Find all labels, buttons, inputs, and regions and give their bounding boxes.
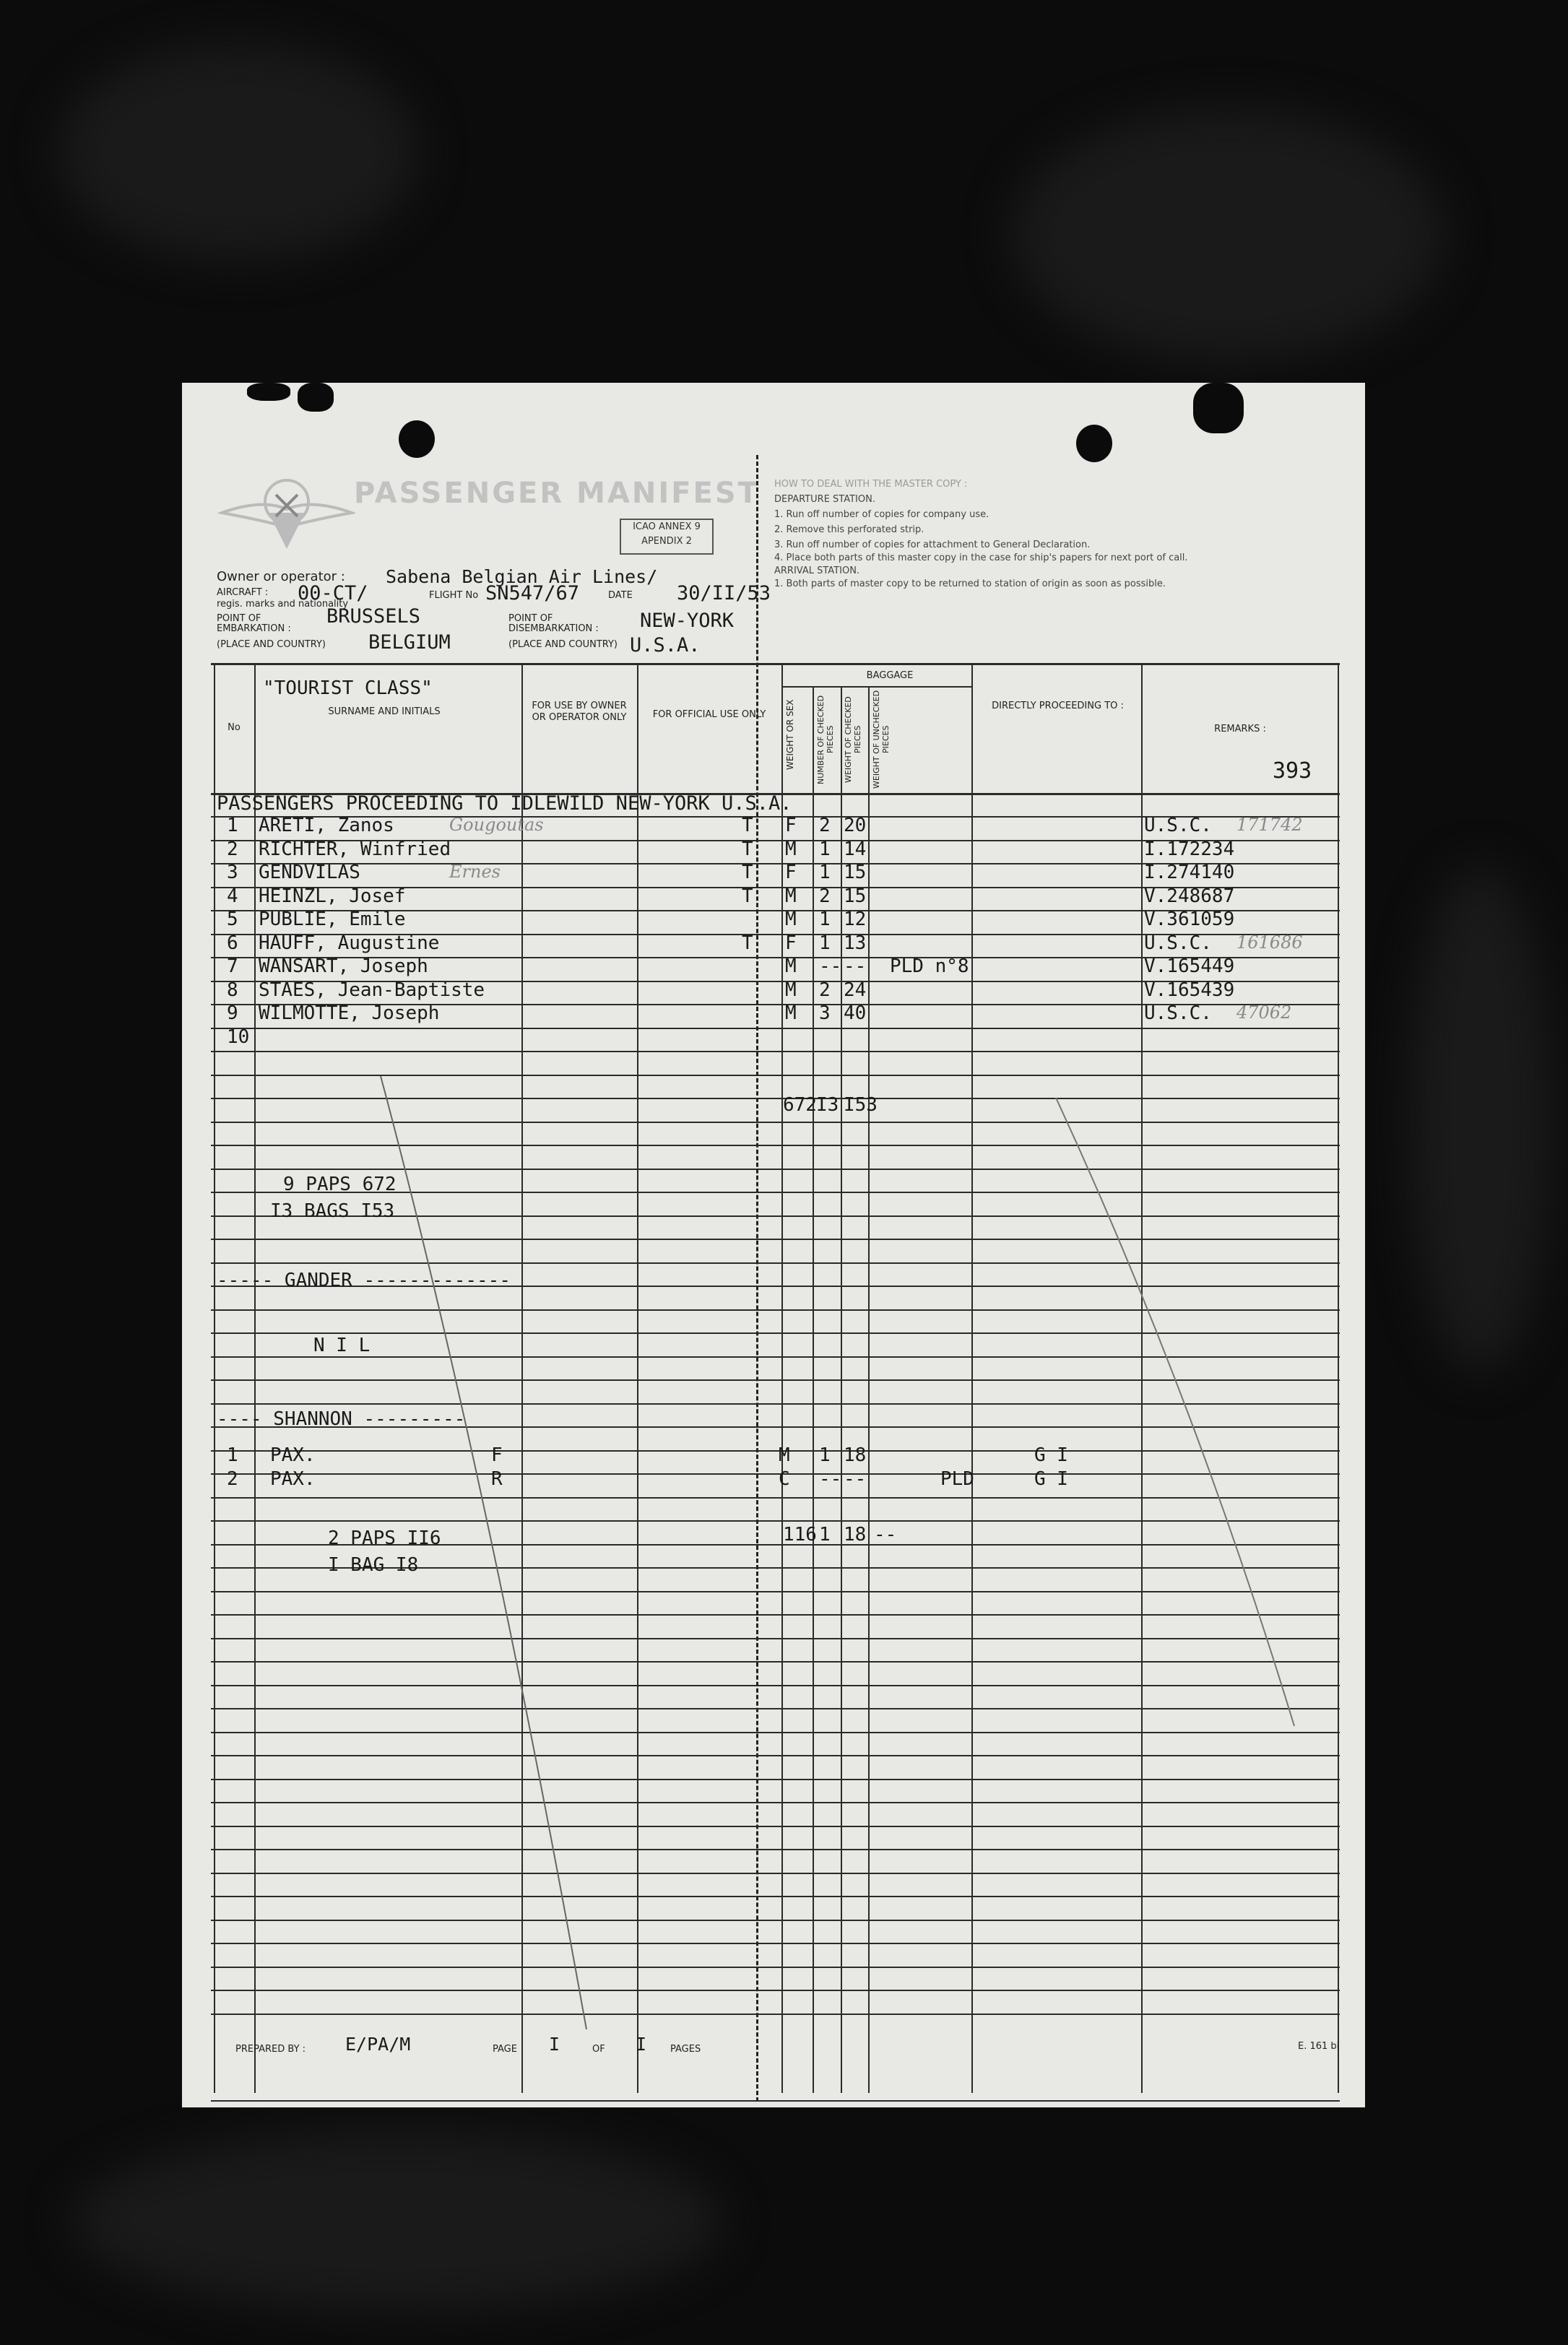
ruled-line [211, 1520, 1340, 1522]
ruled-line [211, 1708, 1340, 1709]
gander-heading: ----- GANDER ------------- [217, 1270, 511, 1291]
punch-hole [1076, 425, 1112, 462]
ruled-line [211, 1638, 1340, 1639]
regis-label: regis. marks and nationality [217, 599, 349, 610]
col-weight-unchecked: WEIGHT OF UNCHECKED PIECES [872, 690, 891, 789]
form-title: PASSENGER MANIFEST [354, 477, 760, 510]
remark: V.248687 [1144, 885, 1235, 907]
ruled-line [211, 1379, 1340, 1381]
passenger-name: RICHTER, Winfried [259, 838, 451, 860]
checked-pieces: -- [819, 955, 842, 977]
shannon-summary: 2 PAPS II6 [328, 1527, 441, 1549]
shannon-directly: PLD [940, 1468, 974, 1490]
shannon-extra: G I [1034, 1444, 1068, 1466]
passenger-class: T [742, 862, 753, 883]
shannon-code: F [491, 1444, 503, 1466]
ruled-line [211, 1145, 1340, 1146]
table-border-right [1338, 663, 1339, 2093]
passenger-class: T [742, 932, 753, 954]
flight-label: FLIGHT No [429, 590, 479, 601]
checked-pieces: 2 [819, 979, 831, 1001]
baggage-rule [781, 686, 971, 688]
col-owner-use: FOR USE BY OWNER OR OPERATOR ONLY [532, 701, 627, 723]
owner-value: Sabena Belgian Air Lines/ [386, 566, 658, 587]
ruled-line [211, 1473, 1340, 1475]
col-remarks: REMARKS : [1214, 724, 1266, 734]
date-value: 30/II/53 [677, 582, 771, 604]
section-heading: PASSENGERS PROCEEDING TO IDLEWILD NEW-YORK U.S.A. [217, 792, 792, 815]
punch-hole [399, 420, 435, 458]
annex-line: ICAO ANNEX 9 [633, 521, 701, 532]
passenger-name: WILMOTTE, Joseph [259, 1002, 440, 1024]
prepared-by-value: E/PA/M [345, 2034, 411, 2055]
column-divider [813, 686, 814, 2093]
passenger-number: 10 [227, 1026, 250, 1048]
column-divider [521, 663, 523, 2093]
passenger-name-handwritten: Gougoutas [449, 815, 544, 835]
gander-nil: N I L [313, 1335, 371, 1356]
checked-pieces: 1 [819, 909, 831, 930]
ruled-line [211, 1309, 1340, 1311]
ruled-line [211, 1169, 1340, 1170]
pages-label: PAGES [670, 2044, 701, 2055]
footer-rule [211, 2100, 1340, 2102]
remark-handwritten: 171742 [1236, 815, 1303, 835]
perforation-line [756, 455, 758, 2102]
col-baggage: BAGGAGE [866, 670, 914, 681]
master-copy-instructions [774, 477, 1338, 589]
class-label: "TOURIST CLASS" [263, 677, 433, 699]
passenger-sex: F [785, 862, 797, 883]
shannon-sex: M [779, 1444, 790, 1466]
ruled-line [211, 1920, 1340, 1921]
film-mark [72, 2131, 722, 2311]
film-mark [58, 43, 419, 260]
tear-mark [1193, 383, 1244, 433]
remark: I.274140 [1144, 862, 1235, 883]
owner-label: Owner or operator : [217, 569, 345, 584]
checked-weight: 12 [844, 909, 867, 930]
summary-line: 9 PAPS 672 [283, 1174, 397, 1195]
page-label: PAGE [493, 2044, 517, 2055]
ruled-line [211, 1356, 1340, 1358]
passenger-number: 7 [227, 955, 238, 977]
column-divider [841, 686, 842, 2093]
instruction-item: 3. Run off number of copies for attachment to General Declaration. [774, 539, 1091, 550]
ruled-line [211, 1967, 1340, 1968]
remark: V.165449 [1144, 955, 1235, 977]
embarkation-country: BELGIUM [368, 631, 451, 654]
annex-box [620, 519, 714, 555]
form-code: E. 161 bi [1298, 2041, 1340, 2052]
ruled-line [211, 1849, 1340, 1850]
shannon-number: 1 [227, 1444, 238, 1466]
shannon-weight: 18 [844, 1444, 867, 1466]
embarkation-place: BRUSSELS [326, 605, 421, 628]
shannon-total-pieces: 1 [819, 1524, 831, 1546]
remark: U.S.C. [1144, 1002, 1212, 1024]
summary-line: I3 BAGS I53 [270, 1200, 395, 1222]
passenger-sex: M [785, 1002, 797, 1024]
ruled-line [211, 1098, 1340, 1099]
of-label: OF [592, 2044, 605, 2055]
passenger-name: GENDVILAS [259, 862, 360, 883]
instructions-title: HOW TO DEAL WITH THE MASTER COPY : [774, 479, 968, 490]
page-value: I [549, 2034, 560, 2055]
checked-weight: 15 [844, 885, 867, 907]
shannon-number: 2 [227, 1468, 238, 1490]
shannon-weight: -- [844, 1468, 867, 1490]
ruled-line [211, 1614, 1340, 1616]
remark: I.172234 [1144, 838, 1235, 860]
checked-weight: 13 [844, 932, 867, 954]
ruled-line [211, 1826, 1340, 1827]
flight-value: SN547/67 [485, 582, 580, 604]
remark-handwritten: 47062 [1236, 1002, 1292, 1023]
checked-pieces: 1 [819, 932, 831, 954]
col-weight-sex: WEIGHT OR SEX [785, 699, 795, 770]
ruled-line [211, 1943, 1340, 1944]
ruled-line [211, 1075, 1340, 1076]
ruled-line [211, 1262, 1340, 1264]
shannon-pieces: -- [819, 1468, 842, 1490]
aircraft-label: AIRCRAFT : [217, 587, 269, 598]
shannon-name: PAX. [270, 1444, 316, 1466]
of-value: I [636, 2034, 647, 2055]
passenger-sex: M [785, 955, 797, 977]
passenger-sex: M [785, 885, 797, 907]
passenger-class: T [742, 815, 753, 836]
passenger-name: WANSART, Joseph [259, 955, 428, 977]
passenger-class: T [742, 838, 753, 860]
total-pieces: I3 [816, 1094, 839, 1116]
passenger-number: 6 [227, 932, 238, 954]
date-label: DATE [608, 590, 633, 601]
checked-pieces: 3 [819, 1002, 831, 1024]
remark: V.165439 [1144, 979, 1235, 1001]
passenger-name: HAUFF, Augustine [259, 932, 440, 954]
column-divider [868, 686, 870, 2093]
shannon-extra: G I [1034, 1468, 1068, 1490]
passenger-number: 3 [227, 862, 238, 883]
checked-weight: -- [844, 955, 867, 977]
checked-pieces: 1 [819, 862, 831, 883]
dis-country-label: (PLACE AND COUNTRY) [508, 639, 618, 650]
shannon-heading: ---- SHANNON --------- [217, 1408, 466, 1430]
ruled-line [211, 1332, 1340, 1334]
col-surname: SURNAME AND INITIALS [328, 706, 441, 717]
column-divider [637, 663, 638, 2093]
passenger-number: 1 [227, 815, 238, 836]
shannon-total-kg: 18 [844, 1524, 867, 1546]
shannon-total-weight: 116 [783, 1524, 817, 1546]
checked-weight: 40 [844, 1002, 867, 1024]
ruled-line [211, 1591, 1340, 1592]
ruled-line [211, 1028, 1340, 1029]
ruled-line [211, 1896, 1340, 1897]
passenger-class: T [742, 885, 753, 907]
page-number: 393 [1273, 758, 1312, 784]
table-border-left [214, 663, 215, 2093]
column-divider [781, 663, 783, 2093]
shannon-name: PAX. [270, 1468, 316, 1490]
passenger-name-handwritten: Ernes [449, 862, 501, 882]
film-mark [1408, 867, 1553, 1372]
instruction-item: 1. Both parts of master copy to be returned to station of origin as soon as possible. [774, 578, 1166, 589]
disembarkation-place: NEW-YORK [640, 610, 735, 632]
total-weight: 672 [783, 1094, 817, 1116]
manifest-sheet [182, 383, 1365, 2107]
ruled-line [211, 1732, 1340, 1733]
remark: U.S.C. [1144, 815, 1212, 836]
checked-weight: 24 [844, 979, 867, 1001]
column-divider [254, 663, 256, 2093]
column-divider [971, 663, 973, 2093]
passenger-number: 9 [227, 1002, 238, 1024]
ruled-line [211, 1051, 1340, 1052]
annex-line: APENDIX 2 [641, 536, 692, 547]
tear-mark [298, 383, 334, 412]
embarkation-label: POINT OF EMBARKATION : [217, 613, 291, 634]
col-no: No [228, 722, 241, 733]
ruled-line [211, 1497, 1340, 1499]
passenger-sex: M [785, 909, 797, 930]
passenger-sex: M [785, 979, 797, 1001]
instruction-item: 1. Run off number of copies for company use. [774, 509, 989, 520]
checked-weight: 20 [844, 815, 867, 836]
ruled-line [211, 1990, 1340, 1991]
passenger-name: ARETI, Zanos [259, 815, 394, 836]
sabena-logo [218, 469, 355, 563]
prepared-by-label: PREPARED BY : [235, 2044, 306, 2055]
instructions-departure: DEPARTURE STATION. [774, 494, 875, 505]
ruled-line [211, 1403, 1340, 1405]
checked-pieces: 2 [819, 815, 831, 836]
passenger-sex: F [785, 815, 797, 836]
ruled-line [211, 1685, 1340, 1686]
tear-mark [247, 383, 290, 401]
passenger-number: 5 [227, 909, 238, 930]
passenger-sex: M [785, 838, 797, 860]
instructions-arrival: ARRIVAL STATION. [774, 565, 860, 576]
film-mark [1011, 108, 1444, 361]
ruled-line [211, 1450, 1340, 1452]
ruled-line [211, 1779, 1340, 1780]
shannon-pieces: 1 [819, 1444, 831, 1466]
directly-proceeding: PLD n°8 [890, 955, 969, 977]
total-kg: I53 [844, 1094, 878, 1116]
ruled-line [211, 1873, 1340, 1874]
col-num-checked: NUMBER OF CHECKED PIECES [816, 695, 835, 784]
checked-pieces: 1 [819, 838, 831, 860]
remark: U.S.C. [1144, 932, 1212, 954]
ruled-line [211, 2014, 1340, 2015]
ruled-line [211, 1802, 1340, 1803]
passenger-number: 8 [227, 979, 238, 1001]
ruled-line [211, 1122, 1340, 1123]
col-weight-checked: WEIGHT OF CHECKED PIECES [844, 696, 862, 783]
passenger-number: 4 [227, 885, 238, 907]
passenger-name: PUBLIE, Emile [259, 909, 406, 930]
instruction-item: 2. Remove this perforated strip. [774, 524, 924, 535]
shannon-code: R [491, 1468, 503, 1490]
shannon-sex: C [779, 1468, 790, 1490]
passenger-number: 2 [227, 838, 238, 860]
passenger-name: HEINZL, Josef [259, 885, 406, 907]
table-top-rule [211, 663, 1340, 665]
col-official-use: FOR OFFICIAL USE ONLY [652, 709, 766, 720]
passenger-name: STAES, Jean-Baptiste [259, 979, 485, 1001]
remark-handwritten: 161686 [1236, 932, 1303, 953]
aircraft-value: 00-CT/ [298, 582, 368, 604]
ruled-line [211, 1239, 1340, 1240]
disembarkation-label: POINT OF DISEMBARKATION : [508, 613, 599, 634]
shannon-summary: I BAG I8 [328, 1554, 419, 1576]
checked-pieces: 2 [819, 885, 831, 907]
instruction-item: 4. Place both parts of this master copy in the case for ship's papers for next port of call. [774, 552, 1188, 563]
remark: V.361059 [1144, 909, 1235, 930]
disembarkation-country: U.S.A. [630, 634, 701, 656]
checked-weight: 15 [844, 862, 867, 883]
passenger-sex: F [785, 932, 797, 954]
col-directly: DIRECTLY PROCEEDING TO : [992, 701, 1124, 711]
ruled-line [211, 1755, 1340, 1756]
column-divider [1141, 663, 1143, 2093]
emb-country-label: (PLACE AND COUNTRY) [217, 639, 326, 650]
ruled-line [211, 1661, 1340, 1663]
shannon-total-unchecked: -- [874, 1524, 897, 1546]
checked-weight: 14 [844, 838, 867, 860]
